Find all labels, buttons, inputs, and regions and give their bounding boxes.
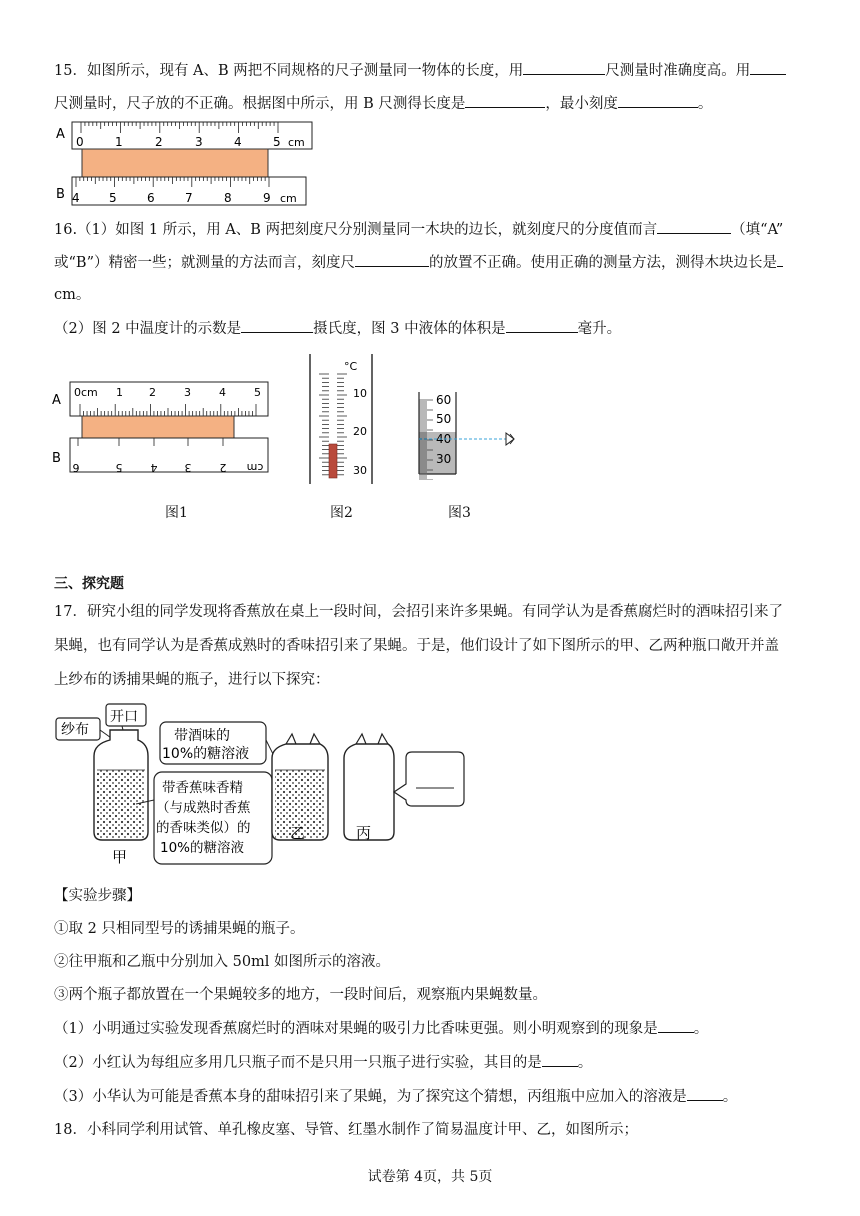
fig1-bottom-tick-1: 5 xyxy=(115,461,123,474)
ruler-a-tick-1: 1 xyxy=(115,135,123,149)
q15-line1: 15．如图所示，现有 A、B 两把不同规格的尺子测量同一物体的长度，用 尺测量时准确度高。用 xyxy=(54,60,786,81)
q18-line1: 18．小科同学利用试管、单孔橡皮塞、导管、红墨水制作了简易温度计甲、乙，如图所示； xyxy=(54,1122,638,1138)
q16-line3: cm。 xyxy=(54,287,91,303)
q16-line4: （2）图 2 中温度计的示数是 摄氏度，图 3 中液体的体积是 毫升。 xyxy=(54,318,621,339)
thermometer-tick-30: 30 xyxy=(353,464,367,477)
fig1-top-tick-1: 1 xyxy=(116,386,123,399)
bottle-bing-label: 丙 xyxy=(356,824,372,842)
ruler-b-label: B xyxy=(56,187,65,202)
answer-blank[interactable] xyxy=(542,1052,578,1067)
cylinder-tick-60: 60 xyxy=(436,393,452,407)
cylinder-tick-40: 40 xyxy=(436,432,452,446)
fig1-bottom-tick-0: 6 xyxy=(72,461,80,474)
fig1-bottom-tick-4: 2 xyxy=(219,461,227,474)
q15-line2: 尺测量时，尺子放的不正确。根据图中所示，用 B 尺测得长度是 ，最小刻度 。 xyxy=(54,93,712,114)
fig1-caption: 图1 xyxy=(165,505,188,521)
measured-object xyxy=(82,149,268,177)
ruler-a-unit: cm xyxy=(288,136,305,149)
thermometer-tick-20: 20 xyxy=(353,425,367,438)
q16-fig1-rulers xyxy=(50,376,272,476)
bottle-jia-label: 甲 xyxy=(112,848,128,866)
fig1-wood-block xyxy=(82,416,234,438)
steps-title: 【实验步骤】 xyxy=(54,888,141,904)
fig1-bottom-tick-5: cm xyxy=(246,461,264,474)
q16-line1: 16.（1）如图 1 所示，用 A、B 两把刻度尺分别测量同一木块的边长，就刻度尺的分度值而言 （填“A” xyxy=(54,219,783,240)
callout-banana-line2: （与成熟时香蕉 xyxy=(156,800,251,816)
q17-para3: 上纱布的诱捕果蝇的瓶子，进行以下探究： xyxy=(54,672,330,688)
ruler-a-tick-2: 2 xyxy=(155,135,163,149)
q17-sub3: （3）小华认为可能是香蕉本身的甜味招引来了果蝇，为了探究这个猜想，丙组瓶中应加入的溶液是 。 xyxy=(54,1086,737,1107)
section-title: 三、探究题 xyxy=(54,576,124,592)
ruler-b-tick-6: 6 xyxy=(147,191,155,205)
q16-fig2-thermometer xyxy=(304,352,376,486)
cylinder-tick-50: 50 xyxy=(436,412,452,426)
answer-blank[interactable] xyxy=(241,318,313,333)
q17-sub1: （1）小明通过实验发现香蕉腐烂时的酒味对果蝇的吸引力比香味更强。则小明观察到的现象是 。 xyxy=(54,1018,708,1039)
q16-line2: 或“B”）精密一些；就测量的方法而言，刻度尺 的放置不正确。使用正确的测量方法，测得木块边长是 xyxy=(54,252,783,273)
step-3: ③两个瓶子都放置在一个果蝇较多的地方，一段时间后，观察瓶内果蝇数量。 xyxy=(54,987,547,1003)
fig1-label-b: B xyxy=(52,451,61,466)
q16-fig3-cylinder xyxy=(410,384,530,480)
fig2-caption: 图2 xyxy=(330,505,353,521)
answer-blank[interactable] xyxy=(506,318,578,333)
bottle-jia xyxy=(94,730,148,840)
ruler-b-tick-8: 8 xyxy=(224,191,232,205)
ruler-a-label: A xyxy=(56,127,65,142)
thermometer-tick-10: 10 xyxy=(353,387,367,400)
fig1-top-tick-4: 4 xyxy=(219,386,226,399)
answer-blank[interactable] xyxy=(658,1018,694,1033)
label-gauze: 纱布 xyxy=(61,722,89,738)
q15-rulers-figure xyxy=(52,118,314,210)
answer-blank[interactable] xyxy=(523,60,605,75)
thermometer-liquid-column xyxy=(329,444,337,478)
answer-blank[interactable] xyxy=(465,93,545,108)
ruler-b-unit: cm xyxy=(280,192,297,205)
q17-bottles-figure xyxy=(48,700,468,868)
step-1: ①取 2 只相同型号的诱捕果蝇的瓶子。 xyxy=(54,921,305,937)
label-open: 开口 xyxy=(110,709,138,725)
answer-blank[interactable] xyxy=(750,60,786,75)
fig1-top-tick-2: 2 xyxy=(149,386,156,399)
q17-para1: 17．研究小组的同学发现将香蕉放在桌上一段时间，会招引来许多果蝇。有同学认为是香蕉腐烂时的酒味招引来了 xyxy=(54,604,783,620)
callout-banana-line3: 的香味类似）的 xyxy=(156,820,251,836)
fig1-bottom-tick-3: 3 xyxy=(184,461,192,474)
step-2: ②往甲瓶和乙瓶中分别加入 50ml 如图所示的溶液。 xyxy=(54,954,391,970)
ruler-b-tick-9: 9 xyxy=(263,191,271,205)
callout-banana-line4: 10%的糖溶液 xyxy=(160,840,245,856)
cylinder-tick-30: 30 xyxy=(436,452,452,466)
callout-banana-line1: 带香蕉味香精 xyxy=(162,780,243,796)
page-footer: 试卷第 4页，共 5页 xyxy=(367,1169,493,1185)
q17-para2: 果蝇，也有同学认为是香蕉成熟时的香味招引来了果蝇。于是，他们设计了如下图所示的甲、乙两种瓶口敞开并盖 xyxy=(54,638,779,654)
ruler-b-tick-7: 7 xyxy=(185,191,193,205)
fig1-top-tick-5: 5 xyxy=(254,386,261,399)
fig1-bottom-tick-2: 4 xyxy=(150,461,158,474)
answer-blank[interactable] xyxy=(777,252,783,267)
ruler-a-tick-5: 5 xyxy=(273,135,281,149)
thermometer-unit: °C xyxy=(344,360,358,373)
bottle-yi-label: 乙 xyxy=(290,824,306,842)
fig1-label-a: A xyxy=(52,393,61,408)
q17-sub2: （2）小红认为每组应多用几只瓶子而不是只用一只瓶子进行实验，其目的是 。 xyxy=(54,1052,592,1073)
fig1-top-tick-3: 3 xyxy=(184,386,191,399)
ruler-a-tick-4: 4 xyxy=(234,135,242,149)
ruler-b-tick-5: 5 xyxy=(109,191,117,205)
fig3-caption: 图3 xyxy=(448,505,471,521)
callout-bing-empty xyxy=(394,752,464,806)
answer-blank[interactable] xyxy=(618,93,698,108)
fig1-top-tick-0: 0cm xyxy=(74,386,98,399)
callout-wine-line1: 带酒味的 xyxy=(174,728,230,744)
callout-wine-line2: 10%的糖溶液 xyxy=(162,746,250,762)
ruler-a-tick-3: 3 xyxy=(195,135,203,149)
ruler-a-tick-0: 0 xyxy=(76,135,84,149)
answer-blank[interactable] xyxy=(657,219,731,234)
ruler-b-tick-4: 4 xyxy=(72,191,80,205)
answer-blank[interactable] xyxy=(687,1086,723,1101)
answer-blank[interactable] xyxy=(355,252,429,267)
